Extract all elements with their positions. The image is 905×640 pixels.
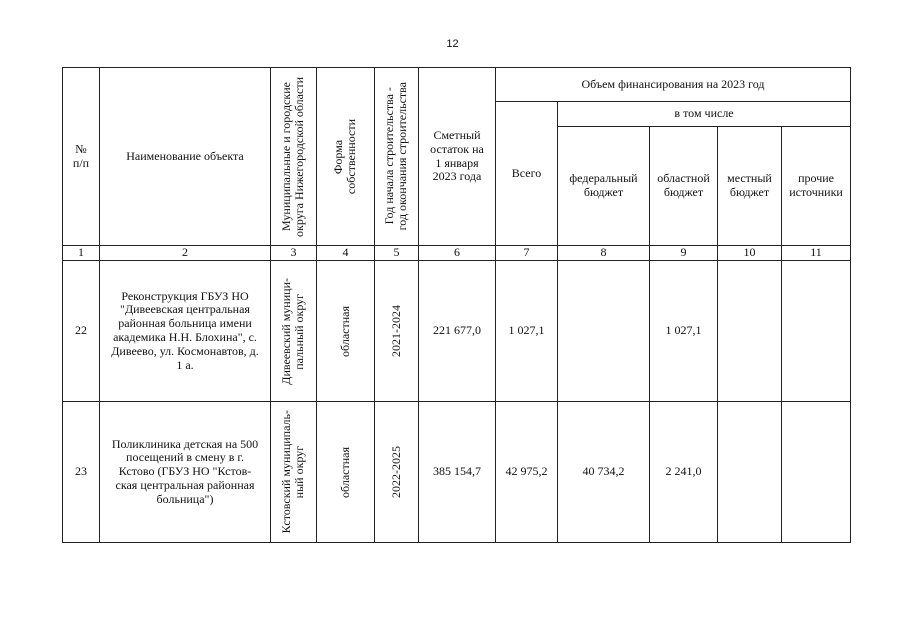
row-object-name: Реконструкция ГБУЗ НО "Дивеевская центральная районная больница имени академика Н.Н. Блохина", с. Дивеево, ул. Космонавтов, д. 1 а. [100,261,271,402]
column-number-row [63,246,851,261]
row-years: 2021-2024 [388,305,403,357]
column-number: 11 [782,246,851,261]
row-object-name: Поликлиника детская на 500 посещений в смену в г. Кстово (ГБУЗ НО "Кстов- ская центральная районная больница") [100,402,271,543]
header-financing-group: Объем финансирования на 2023 год [496,68,851,102]
row-district-cell [271,261,317,402]
column-number: 8 [558,246,650,261]
row-other [782,402,851,543]
row-regional: 2 241,0 [650,402,718,543]
row-local [718,261,782,402]
table-row [63,261,851,402]
header-ownership: Форма собственности [331,118,359,195]
column-number: 10 [718,246,782,261]
row-num: 23 [63,402,100,543]
header-local: местный бюджет [718,127,782,246]
header-estimate-balance: Сметный остаток на 1 января 2023 года [419,68,496,246]
column-number: 3 [271,246,317,261]
header-row-1 [63,68,851,102]
header-years-cell [375,68,419,246]
row-district: Кстовский муниципаль- ный округ [279,410,307,534]
column-number: 9 [650,246,718,261]
row-local [718,402,782,543]
header-federal: федеральный бюджет [558,127,650,246]
row-total: 42 975,2 [496,402,558,543]
row-other [782,261,851,402]
page-number: 12 [446,38,459,50]
header-including-group: в том числе [558,102,851,127]
column-number: 5 [375,246,419,261]
row-years: 2022-2025 [388,446,403,498]
column-number: 2 [100,246,271,261]
row-years-cell [375,402,419,543]
row-estimate-balance: 221 677,0 [419,261,496,402]
header-regional: областной бюджет [650,127,718,246]
row-ownership-cell [317,261,375,402]
row-ownership: областная [337,305,352,357]
column-number: 4 [317,246,375,261]
header-other: прочие источники [782,127,851,246]
row-ownership-cell [317,402,375,543]
column-number: 1 [63,246,100,261]
row-ownership: областная [337,446,352,498]
row-federal [558,261,650,402]
row-estimate-balance: 385 154,7 [419,402,496,543]
row-regional: 1 027,1 [650,261,718,402]
header-district: Муниципальные и городские округа Нижегородской области [279,76,307,237]
row-district-cell [271,402,317,543]
header-object-name: Наименование объекта [100,68,271,246]
header-district-cell [271,68,317,246]
row-district: Дивеевский муници- пальный округ [279,277,307,385]
header-ownership-cell [317,68,375,246]
financing-table [62,67,851,543]
row-years-cell [375,261,419,402]
table-row [63,402,851,543]
column-number: 6 [419,246,496,261]
header-total: Всего [496,102,558,246]
row-total: 1 027,1 [496,261,558,402]
row-federal: 40 734,2 [558,402,650,543]
column-number: 7 [496,246,558,261]
row-num: 22 [63,261,100,402]
header-num: № п/п [63,68,100,246]
header-years: Год начала строительства - год окончания строительства [382,82,410,231]
